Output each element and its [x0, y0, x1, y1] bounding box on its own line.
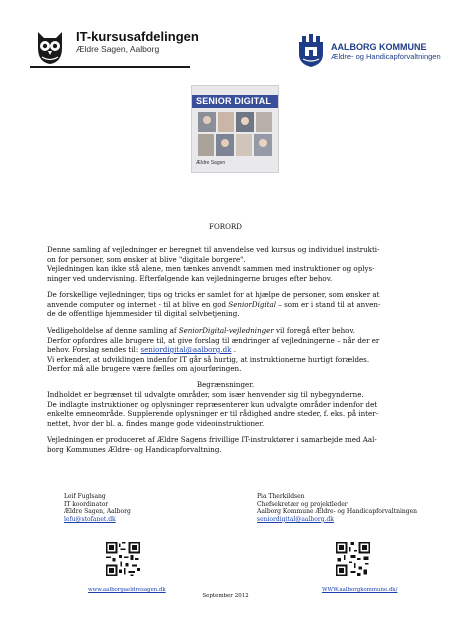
paragraph-4-line-1: Indholdet er begrænset til udvalgte områder, som især henvender sig til nybegynderne. — [47, 390, 364, 399]
paragraph-3-line-5: Derfor må alle brugere være fælles om ajourføringen. — [47, 364, 242, 373]
aeldresagen-website-link[interactable]: www.aalborgaeldresagen.dk — [88, 587, 166, 593]
section-subheading: Begrænsninger. — [196, 380, 255, 389]
logo-left-text — [76, 30, 199, 55]
contact-right — [257, 493, 417, 523]
contact-left-role: IT koordinator — [64, 500, 109, 508]
cover-title: SENIOR DIGITAL — [196, 96, 272, 106]
p2-emphasis: SeniorDigital — [228, 299, 277, 309]
paragraph-4-line-4: nettet, hvor der bl. a. findes mange gode videoinstruktioner. — [47, 418, 265, 428]
paragraph-4-line-2: De indlagte instruktioner og oplysninger repræsenterer kun udvalgte områder indenfor det — [47, 399, 378, 409]
left-org-title: IT-kursusafdelingen — [76, 29, 199, 44]
p2-text-b: – som er i stand til at anven- — [276, 299, 381, 309]
p3-text-a: Vedligeholdelse af denne samling af — [47, 326, 179, 335]
paragraph-2-line-2 — [47, 300, 380, 310]
cover-photo-collage — [198, 112, 272, 156]
footer-date: September 2012 — [202, 593, 249, 599]
paragraph-1-line-1: Denne samling af vejledninger er beregnet til anvendelse ved kursus og individuel instrukti- — [47, 245, 380, 254]
paragraph-1-line-2: on for personer, som ønsker at blive "digitale borgere". — [47, 254, 246, 264]
page-heading: FORORD — [209, 222, 242, 231]
paragraph-3-line-4: Vi erkender, at udviklingen indenfor IT går så hurtig, at instruktionerne hurtigt forældes. — [47, 354, 370, 364]
contact-right-role: Chefsekretær og projektleder — [257, 500, 348, 508]
paragraph-3-line-3 — [47, 345, 236, 355]
left-org-subtitle: Ældre Sagen, Aalborg — [76, 44, 160, 54]
qr-code-left-icon[interactable] — [106, 542, 140, 576]
contact-right-email-link[interactable]: seniordigital@aalborg.dk — [257, 515, 334, 523]
contact-left-name: Leif Fuglsang — [64, 493, 106, 500]
p3-emphasis: SeniorDigital-vejledninger — [178, 326, 274, 335]
aalborgkommune-website-link[interactable]: WWW.aalborgkommune.dk/ — [322, 587, 398, 593]
cover-brand: Ældre Sagen — [196, 160, 226, 166]
p3-text-b: vil foregå efter behov. — [273, 326, 355, 335]
p3-text-c: behov. Forslag sendes til: — [47, 345, 141, 354]
paragraph-4-line-3: enkelte emneområde. Supplerende oplysninger er til rådighed andre steder, f. eks. på inter- — [47, 409, 379, 418]
p3-text-d: . — [231, 345, 236, 354]
contact-left — [64, 493, 131, 523]
header-divider — [30, 66, 190, 68]
aalborg-crest-icon — [296, 34, 326, 68]
p2-text-a: anvende computer og internet - til at blive en god — [47, 299, 229, 309]
paragraph-3-line-1 — [47, 326, 355, 336]
contact-left-org: Ældre Sagen, Aalborg — [64, 508, 131, 516]
paragraph-2-line-1: De forskellige vejledninger, tips og tricks er samlet for at hjælpe de personer, som ønsker at — [47, 290, 380, 299]
seniordigital-email-link[interactable]: seniordigital@aalborg.dk — [140, 345, 232, 354]
senior-digital-cover-image — [191, 85, 279, 173]
paragraph-3-line-2: Derfor opfordres alle brugere til, at give forslag til ændringer af vejledningerne – når der er — [47, 335, 380, 345]
contact-right-name: Pia Therkildsen — [257, 493, 305, 500]
paragraph-5-line-1: Vejledningen er produceret af Ældre Sagens frivillige IT-instruktører i samarbejde med Aal- — [47, 435, 377, 444]
paragraph-2-line-3: de de offentlige hjemmesider til digital selvbetjening. — [47, 309, 240, 318]
contact-right-org: Aalborg Kommune Ældre- og Handicapforvaltningen — [257, 508, 417, 516]
right-org-subtitle: Ældre- og Handicapforvaltningen — [331, 52, 441, 61]
qr-code-right-icon[interactable] — [336, 542, 370, 576]
paragraph-5-line-2: borg Kommunes Ældre- og Handicapforvaltning. — [47, 444, 222, 454]
paragraph-1-line-3: Vejledningen kan ikke stå alene, men tænkes anvendt sammen med instruktioner og oplys- — [47, 264, 375, 273]
paragraph-1-line-4: ninger ved undervisning. Efterfølgende kan vejledningerne bruges efter behov. — [47, 273, 333, 283]
right-org-title: AALBORG KOMMUNE — [331, 42, 427, 52]
logo-right-text — [331, 42, 441, 62]
contact-left-email-link[interactable]: lefu@stofanet.dk — [64, 515, 116, 523]
owl-logo-icon — [30, 26, 70, 66]
